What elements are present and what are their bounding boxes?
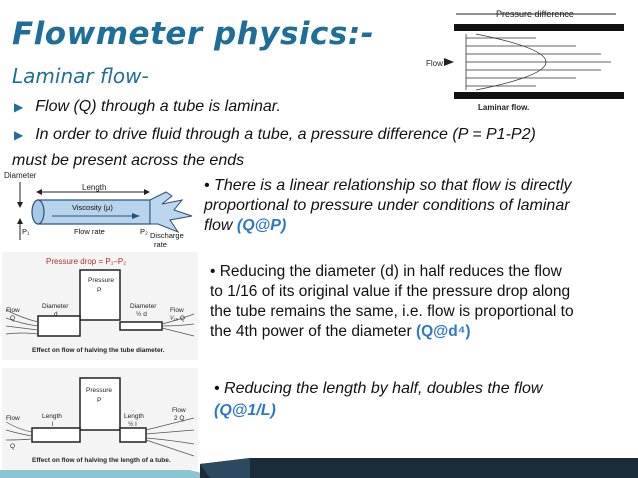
text-line: to 1/16 of its original value if the pressure drop along — [210, 283, 571, 300]
diameter-left-label: Diameter — [42, 303, 69, 310]
diameter-label: Diameter — [4, 171, 37, 180]
p-label: P — [97, 287, 102, 294]
bullet-continuation: must be present across the ends — [12, 152, 245, 169]
text-line-with-equation: the 4th power of the diameter (Q@d⁴) — [210, 323, 471, 340]
equation-q-1-l: (Q@1/L) — [214, 402, 276, 419]
flow-left-label: Flow — [6, 307, 20, 314]
arrow-bullet-icon: ▶ — [14, 128, 24, 142]
text-line: the tube remains the same, i.e. flow is proportional to — [210, 303, 574, 320]
slide-title: Flowmeter physics:- — [12, 16, 375, 52]
text-line: proportional to pressure under conditions of laminar — [204, 197, 570, 214]
length-left-label: Length — [42, 413, 62, 420]
half-l-label: ½ l — [128, 421, 137, 428]
length-right-label: Length — [124, 413, 144, 420]
equation-q-p: (Q@P) — [236, 217, 287, 234]
laminar-flow-figure — [416, 4, 628, 114]
text-line: • There is a linear relationship so that flow is directly — [204, 177, 572, 194]
laminar-flow-caption: Laminar flow. — [478, 103, 530, 112]
text-line: • Reducing the length by half, doubles the flow — [214, 380, 543, 397]
diameter-halving-figure — [2, 252, 198, 360]
l-label: l — [52, 421, 54, 428]
pressure-drop-label: Pressure drop = P₁–P₂ — [46, 257, 127, 266]
pressure-label: Pressure — [88, 277, 115, 284]
slide-subtitle: Laminar flow- — [12, 64, 149, 88]
half-d-label: ½ d — [136, 311, 147, 318]
text-line-with-equation: flow (Q@P) — [204, 217, 287, 234]
pressure-difference-label: Pressure difference — [496, 9, 574, 19]
flow-left-label: Flow — [6, 415, 20, 422]
p2-label: P₂ — [140, 227, 148, 236]
text-block-linear — [204, 176, 634, 236]
length-figure-caption: Effect on flow of halving the length of a tube. — [32, 457, 171, 464]
footer-decorative-band — [0, 448, 638, 478]
q-right-label: 2 Q — [174, 415, 185, 422]
q-left-label: Q — [10, 443, 16, 450]
arrow-bullet-icon: ▶ — [14, 100, 24, 114]
flow-right-label: Flow — [170, 307, 184, 314]
p-label: P — [97, 397, 102, 404]
length-label: Length — [82, 183, 107, 192]
tube-diagram — [2, 170, 202, 248]
equation-q-d4: (Q@d⁴) — [415, 323, 471, 340]
bullet-text: In order to drive fluid through a tube, a pressure difference (P = P1-P2) — [35, 126, 536, 143]
diameter-right-label: Diameter — [130, 303, 157, 310]
q-left-label: Q — [10, 315, 16, 322]
bullet-item-2 — [14, 126, 536, 144]
d-label: d — [54, 311, 58, 318]
bullet-text: Flow (Q) through a tube is laminar. — [35, 98, 281, 115]
flow-label: Flow — [426, 59, 443, 68]
text-line: • Reducing the diameter (d) in half reduces the flow — [210, 263, 562, 280]
discharge-label: Discharge — [150, 231, 184, 240]
q-right-label: ¹⁄₁₆ Q — [170, 315, 185, 322]
flow-rate-label: Flow rate — [74, 227, 105, 236]
bullet-item-1 — [14, 98, 281, 116]
text-block-diameter — [210, 262, 634, 342]
pressure-label: Pressure — [86, 387, 113, 394]
diameter-figure-caption: Effect on flow of halving the tube diameter. — [32, 347, 165, 354]
p1-label: P₁ — [22, 227, 30, 236]
viscosity-label: Viscosity (μ) — [72, 203, 113, 212]
rate-label: rate — [154, 240, 167, 248]
text-block-length — [214, 378, 634, 422]
flow-right-label: Flow — [172, 407, 186, 414]
